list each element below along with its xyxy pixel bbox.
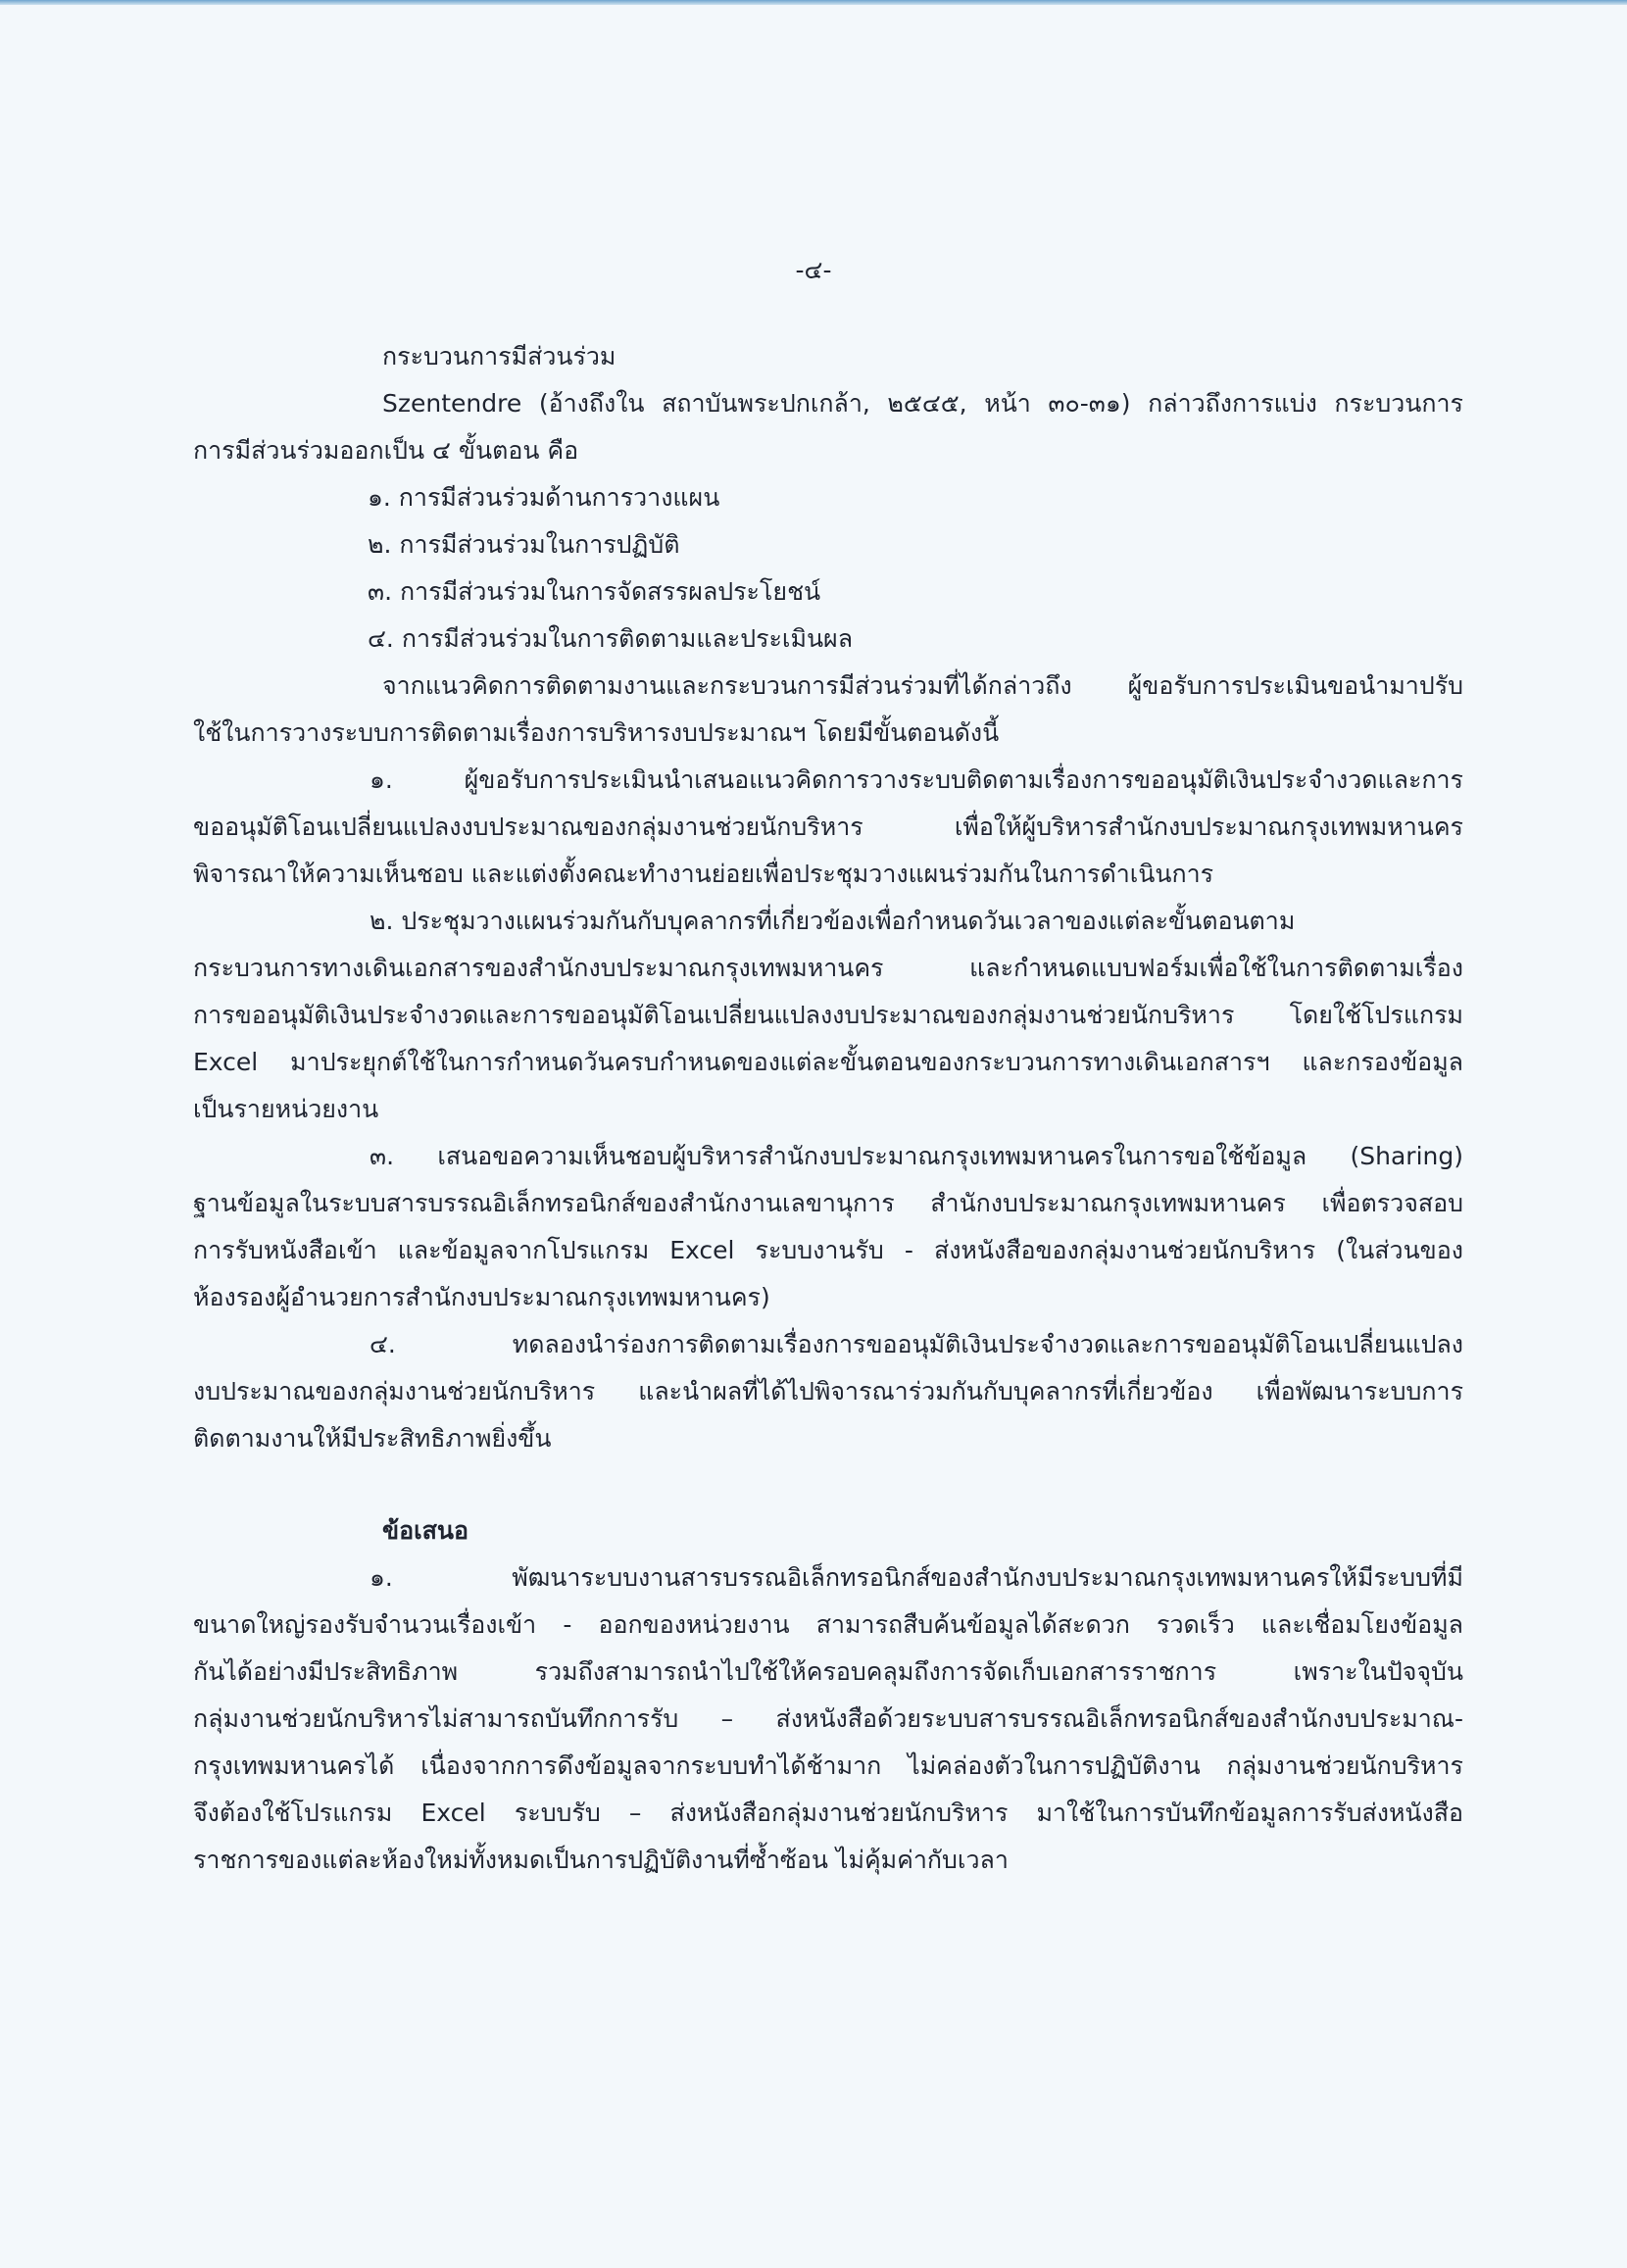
procedure-line: การรับหนังสือเข้า และข้อมูลจากโปรแกรม Excel ระบบงานรับ - ส่งหนังสือของกลุ่มงานช่วยนักบริหาร (ในส่วนของ: [193, 1236, 1463, 1264]
proposal-line: กันได้อย่างมีประสิทธิภาพ รวมถึงสามารถนำไปใช้ให้ครอบคลุมถึงการจัดเก็บเอกสารราชการ เพราะในปัจจุบัน: [193, 1657, 1463, 1686]
paragraph-line: จากแนวคิดการติดตามงานและกระบวนการมีส่วนร่วมที่ได้กล่าวถึง ผู้ขอรับการประเมินขอนำมาปรับ: [382, 671, 1463, 700]
proposal-line: ๑. พัฒนาระบบงานสารบรรณอิเล็กทรอนิกส์ของสำนักงบประมาณกรุงเทพมหานครให้มีระบบที่มี: [370, 1563, 1463, 1592]
page-number: -๔-: [795, 256, 832, 284]
procedure-line: พิจารณาให้ความเห็นชอบ และแต่งตั้งคณะทำงานย่อยเพื่อประชุมวางแผนร่วมกันในการดำเนินการ: [193, 860, 1214, 888]
proposal-line: ขนาดใหญ่รองรับจำนวนเรื่องเข้า - ออกของหน่วยงาน สามารถสืบค้นข้อมูลได้สะดวก รวดเร็ว และเชื่อมโยงข้อมูล: [193, 1610, 1463, 1639]
procedure-line: กระบวนการทางเดินเอกสารของสำนักงบประมาณกรุงเทพมหานคร และกำหนดแบบฟอร์มเพื่อใช้ในการติดตามเรื่อง: [193, 954, 1463, 982]
procedure-line: การขออนุมัติเงินประจำงวดและการขออนุมัติโอนเปลี่ยนแปลงงบประมาณของกลุ่มงานช่วยนักบริหาร โดยใช้โปรแกรม: [193, 1001, 1463, 1029]
procedure-line: ฐานข้อมูลในระบบสารบรรณอิเล็กทรอนิกส์ของสำนักงานเลขานุการ สำนักงบประมาณกรุงเทพมหานคร เพื่อตรวจสอบ: [193, 1189, 1463, 1217]
procedure-line: ห้องรองผู้อำนวยการสำนักงบประมาณกรุงเทพมหานคร): [193, 1283, 770, 1311]
procedure-line: ๓. เสนอขอความเห็นชอบผู้บริหารสำนักงบประมาณกรุงเทพมหานครในการขอใช้ข้อมูล (Sharing): [370, 1142, 1463, 1170]
procedure-line: ๔. ทดลองนำร่องการติดตามเรื่องการขออนุมัติเงินประจำงวดและการขออนุมัติโอนเปลี่ยนแปลง: [370, 1330, 1463, 1358]
procedure-line: Excel มาประยุกต์ใช้ในการกำหนดวันครบกำหนดของแต่ละขั้นตอนของกระบวนการทางเดินเอกสารฯ และกรองข้อมูล: [193, 1048, 1463, 1076]
procedure-line: ติดตามงานให้มีประสิทธิภาพยิ่งขึ้น: [193, 1424, 552, 1453]
list-item: ๔. การมีส่วนร่วมในการติดตามและประเมินผล: [368, 624, 854, 653]
section-heading-participation: กระบวนการมีส่วนร่วม: [382, 342, 616, 370]
procedure-line: ๒. ประชุมวางแผนร่วมกันกับบุคลากรที่เกี่ยวข้องเพื่อกำหนดวันเวลาของแต่ละขั้นตอนตาม: [370, 907, 1296, 935]
document-body: [193, 333, 1463, 1884]
list-item: ๑. การมีส่วนร่วมด้านการวางแผน: [368, 483, 720, 512]
proposal-line: ราชการของแต่ละห้องใหม่ทั้งหมดเป็นการปฏิบัติงานที่ซ้ำซ้อน ไม่คุ้มค่ากับเวลา: [193, 1846, 1009, 1874]
paragraph-line: ใช้ในการวางระบบการติดตามเรื่องการบริหารงบประมาณฯ โดยมีขั้นตอนดังนี้: [193, 718, 1000, 747]
paragraph-line: Szentendre (อ้างถึงใน สถาบันพระปกเกล้า, ๒๕๔๕, หน้า ๓๐-๓๑) กล่าวถึงการแบ่ง กระบวนการ: [382, 389, 1463, 418]
paragraph-line: การมีส่วนร่วมออกเป็น ๔ ขั้นตอน คือ: [193, 436, 579, 465]
proposal-line: กรุงเทพมหานครได้ เนื่องจากการดึงข้อมูลจากระบบทำได้ช้ามาก ไม่คล่องตัวในการปฏิบัติงาน กลุ่มงานช่วยนักบริหาร: [193, 1751, 1463, 1780]
section-heading-proposal: ข้อเสนอ: [382, 1516, 469, 1545]
section-gap: [193, 1462, 1463, 1507]
procedure-line: เป็นรายหน่วยงาน: [193, 1095, 379, 1123]
procedure-line: ขออนุมัติโอนเปลี่ยนแปลงงบประมาณของกลุ่มงานช่วยนักบริหาร เพื่อให้ผู้บริหารสำนักงบประมาณกรุงเทพมหานคร: [193, 813, 1463, 841]
list-item: ๓. การมีส่วนร่วมในการจัดสรรผลประโยชน์: [368, 577, 821, 606]
proposal-line: กลุ่มงานช่วยนักบริหารไม่สามารถบันทึกการรับ – ส่งหนังสือด้วยระบบสารบรรณอิเล็กทรอนิกส์ของสำนักงบประมาณ-: [193, 1704, 1463, 1733]
procedure-line: งบประมาณของกลุ่มงานช่วยนักบริหาร และนำผลที่ได้ไปพิจารณาร่วมกันกับบุคลากรที่เกี่ยวข้อง เพื่อพัฒนาระบบการ: [193, 1377, 1463, 1405]
proposal-line: จึงต้องใช้โปรแกรม Excel ระบบรับ – ส่งหนังสือกลุ่มงานช่วยนักบริหาร มาใช้ในการบันทึกข้อมูลการรับส่งหนังสือ: [193, 1799, 1463, 1827]
procedure-line: ๑. ผู้ขอรับการประเมินนำเสนอแนวคิดการวางระบบติดตามเรื่องการขออนุมัติเงินประจำงวดและการ: [370, 765, 1463, 794]
list-item: ๒. การมีส่วนร่วมในการปฏิบัติ: [368, 530, 680, 559]
